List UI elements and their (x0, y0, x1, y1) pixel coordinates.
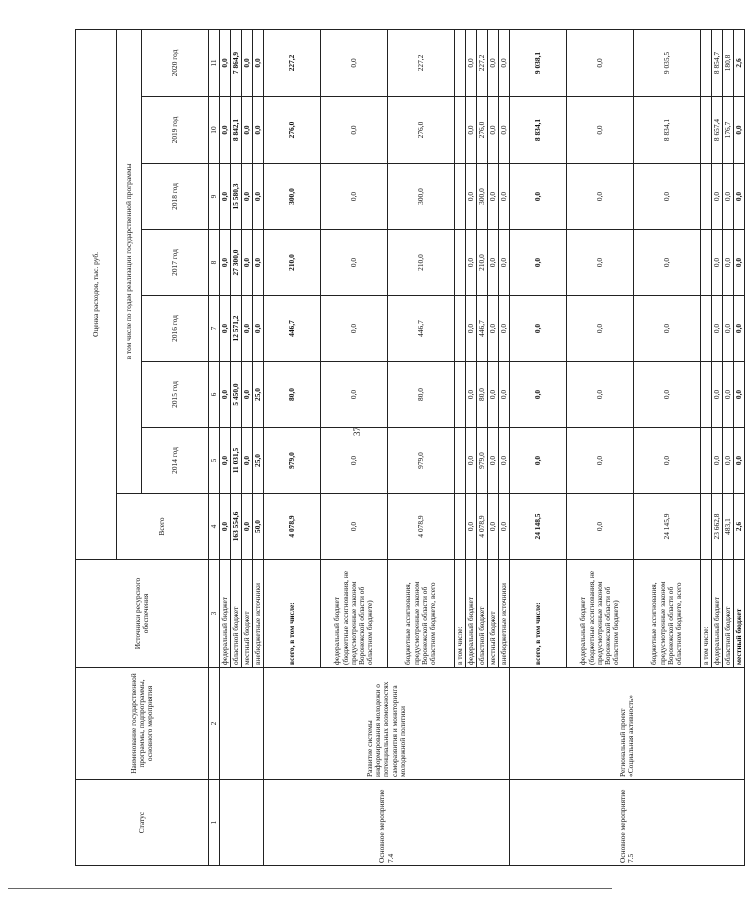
value-cell: 0,0 (242, 97, 253, 164)
value-cell: 0,0 (488, 362, 499, 428)
header-year: 2015 год (142, 362, 209, 428)
table-row (264, 29, 321, 865)
value-cell: 4 078,9 (388, 494, 455, 560)
value-cell: 80,0 (264, 362, 321, 428)
value-cell: 0,0 (220, 97, 231, 164)
value-cell: 210,0 (388, 230, 455, 296)
value-cell: 0,0 (510, 296, 567, 362)
value-cell: 0,0 (321, 97, 388, 164)
value-cell: 210,0 (477, 230, 488, 296)
value-cell: 2,6 (734, 29, 745, 96)
value-cell: 300,0 (388, 164, 455, 230)
value-cell: 0,0 (242, 230, 253, 296)
value-cell: 9 035,5 (634, 29, 701, 96)
value-cell (701, 494, 712, 560)
value-cell: 0,0 (242, 494, 253, 560)
value-cell: 483,1 (723, 494, 734, 560)
value-cell: 8 657,4 (712, 97, 723, 164)
column-number: 4 (209, 494, 220, 560)
column-number: 10 (209, 97, 220, 164)
header-by-years: в том числе по годам реализации государственной программы (117, 29, 142, 493)
value-cell: 0,0 (488, 494, 499, 560)
source-cell: бюджетные ассигнования, предусмотренные законом Воронежской области об областном бюджете, всего (634, 560, 701, 668)
value-cell: 0,0 (723, 230, 734, 296)
value-cell: 0,0 (723, 164, 734, 230)
value-cell: 4 078,9 (477, 494, 488, 560)
value-cell: 0,0 (321, 296, 388, 362)
value-cell: 0,0 (242, 164, 253, 230)
value-cell: 0,0 (321, 362, 388, 428)
value-cell: 0,0 (634, 230, 701, 296)
column-number: 3 (209, 560, 220, 668)
header-estimate: Оценка расходов, тыс. руб. (76, 29, 117, 559)
value-cell: 0,0 (488, 230, 499, 296)
value-cell: 0,0 (220, 29, 231, 96)
value-cell (455, 296, 466, 362)
value-cell: 0,0 (712, 362, 723, 428)
value-cell: 0,0 (634, 296, 701, 362)
value-cell: 0,0 (466, 97, 477, 164)
column-number: 1 (209, 780, 220, 866)
value-cell: 0,0 (253, 97, 264, 164)
value-cell: 24 148,5 (510, 494, 567, 560)
status-cell: Основное мероприятие 7.4 (264, 780, 510, 866)
value-cell: 0,0 (466, 164, 477, 230)
value-cell: 0,0 (567, 494, 634, 560)
value-cell: 0,0 (567, 29, 634, 96)
table-row (220, 29, 231, 865)
value-cell: 0,0 (466, 362, 477, 428)
value-cell: 0,0 (242, 29, 253, 96)
column-number: 6 (209, 362, 220, 428)
header-year: 2017 год (142, 230, 209, 296)
value-cell: 0,0 (466, 29, 477, 96)
value-cell (701, 29, 712, 96)
value-cell: 0,0 (220, 362, 231, 428)
value-cell: 0,0 (253, 164, 264, 230)
column-number: 9 (209, 164, 220, 230)
value-cell: 210,0 (264, 230, 321, 296)
value-cell: 979,0 (477, 428, 488, 494)
value-cell: 0,0 (466, 428, 477, 494)
value-cell: 0,0 (488, 97, 499, 164)
value-cell: 0,0 (499, 97, 510, 164)
value-cell: 276,0 (264, 97, 321, 164)
value-cell: 0,0 (734, 97, 745, 164)
rotated-table-container (75, 30, 743, 866)
value-cell: 0,0 (488, 29, 499, 96)
value-cell: 0,0 (510, 428, 567, 494)
source-cell: федеральный бюджет (466, 560, 477, 668)
value-cell: 0,0 (488, 296, 499, 362)
source-cell: местный бюджет (734, 560, 745, 668)
value-cell: 0,0 (567, 230, 634, 296)
value-cell: 979,0 (264, 428, 321, 494)
source-cell: всего, в том числе: (264, 560, 321, 668)
header-total: Всего (117, 494, 209, 560)
status-cell (220, 780, 264, 866)
source-cell: внебюджетные источники (499, 560, 510, 668)
value-cell: 446,7 (477, 296, 488, 362)
value-cell: 163 554,6 (231, 494, 242, 560)
value-cell: 0,0 (723, 428, 734, 494)
source-cell: бюджетные ассигнования, предусмотренные законом Воронежской области об областном бюджете, всего (388, 560, 455, 668)
value-cell: 0,0 (734, 230, 745, 296)
header-year: 2020 год (142, 29, 209, 96)
header-status: Статус (76, 780, 209, 866)
value-cell: 0,0 (220, 164, 231, 230)
value-cell: 0,0 (466, 494, 477, 560)
value-cell: 0,0 (734, 296, 745, 362)
source-cell: федеральный бюджет (220, 560, 231, 668)
value-cell: 0,0 (242, 428, 253, 494)
column-number: 11 (209, 29, 220, 96)
column-number: 8 (209, 230, 220, 296)
value-cell (455, 230, 466, 296)
source-cell: местный бюджет (488, 560, 499, 668)
value-cell: 0,0 (499, 428, 510, 494)
value-cell: 0,0 (321, 164, 388, 230)
source-cell: всего, в том числе: (510, 560, 567, 668)
value-cell (455, 164, 466, 230)
value-cell: 300,0 (264, 164, 321, 230)
value-cell: 80,0 (477, 362, 488, 428)
source-cell: федеральный бюджет (бюджетные ассигнования, не предусмотренные законом Воронежской области об областном бюджете) (567, 560, 634, 668)
value-cell (455, 29, 466, 96)
column-number: 5 (209, 428, 220, 494)
page-number: 37 (352, 427, 362, 436)
value-cell: 0,0 (466, 230, 477, 296)
source-cell: в том числе: (455, 560, 466, 668)
value-cell: 0,0 (253, 29, 264, 96)
name-cell: Развитие системы информирования молодежи о потенциальных возможностях саморазвития и мониторинга молодежной политики (264, 668, 510, 780)
source-cell: областной бюджет (477, 560, 488, 668)
value-cell: 0,0 (510, 164, 567, 230)
value-cell: 12 571,2 (231, 296, 242, 362)
value-cell: 0,0 (712, 230, 723, 296)
name-cell: Региональный проект «Социальная активность» (510, 668, 745, 780)
value-cell: 8 834,1 (634, 97, 701, 164)
value-cell: 15 580,3 (231, 164, 242, 230)
value-cell (701, 97, 712, 164)
value-cell: 25,0 (253, 428, 264, 494)
value-cell: 0,0 (321, 428, 388, 494)
source-cell: областной бюджет (723, 560, 734, 668)
value-cell: 0,0 (499, 29, 510, 96)
page-bottom-line (8, 888, 612, 889)
source-cell: федеральный бюджет (бюджетные ассигнования, не предусмотренные законом Воронежской области об областном бюджете) (321, 560, 388, 668)
value-cell: 11 031,5 (231, 428, 242, 494)
value-cell: 180,8 (723, 29, 734, 96)
value-cell: 27 300,0 (231, 230, 242, 296)
value-cell: 0,0 (567, 362, 634, 428)
value-cell: 227,2 (388, 29, 455, 96)
value-cell (455, 494, 466, 560)
value-cell (701, 362, 712, 428)
value-cell: 0,0 (634, 164, 701, 230)
value-cell: 0,0 (723, 362, 734, 428)
name-cell (220, 668, 264, 780)
value-cell: 9 038,1 (510, 29, 567, 96)
value-cell: 0,0 (499, 230, 510, 296)
value-cell: 0,0 (734, 428, 745, 494)
value-cell: 0,0 (634, 362, 701, 428)
table-row (510, 29, 567, 865)
value-cell: 23 662,8 (712, 494, 723, 560)
value-cell: 979,0 (388, 428, 455, 494)
value-cell: 24 145,9 (634, 494, 701, 560)
value-cell: 0,0 (734, 362, 745, 428)
value-cell: 0,0 (488, 428, 499, 494)
value-cell (455, 428, 466, 494)
value-cell: 300,0 (477, 164, 488, 230)
value-cell: 0,0 (499, 164, 510, 230)
value-cell: 0,0 (253, 230, 264, 296)
value-cell: 0,0 (712, 296, 723, 362)
value-cell (455, 362, 466, 428)
value-cell: 50,0 (253, 494, 264, 560)
header-year: 2014 год (142, 428, 209, 494)
value-cell: 0,0 (488, 164, 499, 230)
value-cell: 0,0 (220, 296, 231, 362)
value-cell: 0,0 (567, 97, 634, 164)
value-cell: 0,0 (723, 296, 734, 362)
value-cell: 8 842,1 (231, 97, 242, 164)
value-cell: 0,0 (466, 296, 477, 362)
value-cell: 8 834,1 (510, 97, 567, 164)
value-cell: 0,0 (734, 164, 745, 230)
value-cell: 0,0 (321, 494, 388, 560)
source-cell: в том числе: (701, 560, 712, 668)
value-cell (701, 164, 712, 230)
source-cell: местный бюджет (242, 560, 253, 668)
value-cell: 0,0 (253, 296, 264, 362)
value-cell (701, 296, 712, 362)
value-cell: 0,0 (321, 230, 388, 296)
value-cell: 0,0 (567, 428, 634, 494)
value-cell (455, 97, 466, 164)
value-cell: 0,0 (510, 362, 567, 428)
column-number: 2 (209, 668, 220, 780)
value-cell: 0,0 (634, 428, 701, 494)
source-cell: федеральный бюджет (712, 560, 723, 668)
value-cell: 0,0 (567, 296, 634, 362)
value-cell: 0,0 (712, 428, 723, 494)
header-year: 2019 год (142, 97, 209, 164)
value-cell: 0,0 (499, 362, 510, 428)
value-cell: 7 864,9 (231, 29, 242, 96)
value-cell: 2,6 (734, 494, 745, 560)
value-cell: 0,0 (220, 494, 231, 560)
expenditure-table (75, 29, 745, 866)
value-cell: 5 450,0 (231, 362, 242, 428)
value-cell: 8 854,7 (712, 29, 723, 96)
value-cell: 0,0 (321, 29, 388, 96)
source-cell: областной бюджет (231, 560, 242, 668)
value-cell: 0,0 (220, 428, 231, 494)
status-cell: Основное мероприятие 7.5 (510, 780, 745, 866)
source-cell: внебюджетные источники (253, 560, 264, 668)
value-cell (701, 230, 712, 296)
value-cell: 276,0 (388, 97, 455, 164)
value-cell: 0,0 (712, 164, 723, 230)
value-cell: 0,0 (499, 494, 510, 560)
value-cell (701, 428, 712, 494)
value-cell: 0,0 (499, 296, 510, 362)
value-cell: 4 078,9 (264, 494, 321, 560)
header-year: 2016 год (142, 296, 209, 362)
value-cell: 0,0 (567, 164, 634, 230)
value-cell: 0,0 (510, 230, 567, 296)
header-name: Наименование государственной программы, подпрограммы, основного мероприятия (76, 668, 209, 780)
value-cell: 176,7 (723, 97, 734, 164)
value-cell: 276,0 (477, 97, 488, 164)
header-year: 2018 год (142, 164, 209, 230)
value-cell: 446,7 (264, 296, 321, 362)
value-cell: 0,0 (242, 296, 253, 362)
value-cell: 80,0 (388, 362, 455, 428)
value-cell: 0,0 (220, 230, 231, 296)
value-cell: 227,2 (477, 29, 488, 96)
header-sources: Источники ресурсного обеспечения (76, 560, 209, 668)
value-cell: 446,7 (388, 296, 455, 362)
column-number: 7 (209, 296, 220, 362)
value-cell: 227,2 (264, 29, 321, 96)
value-cell: 0,0 (242, 362, 253, 428)
value-cell: 25,0 (253, 362, 264, 428)
